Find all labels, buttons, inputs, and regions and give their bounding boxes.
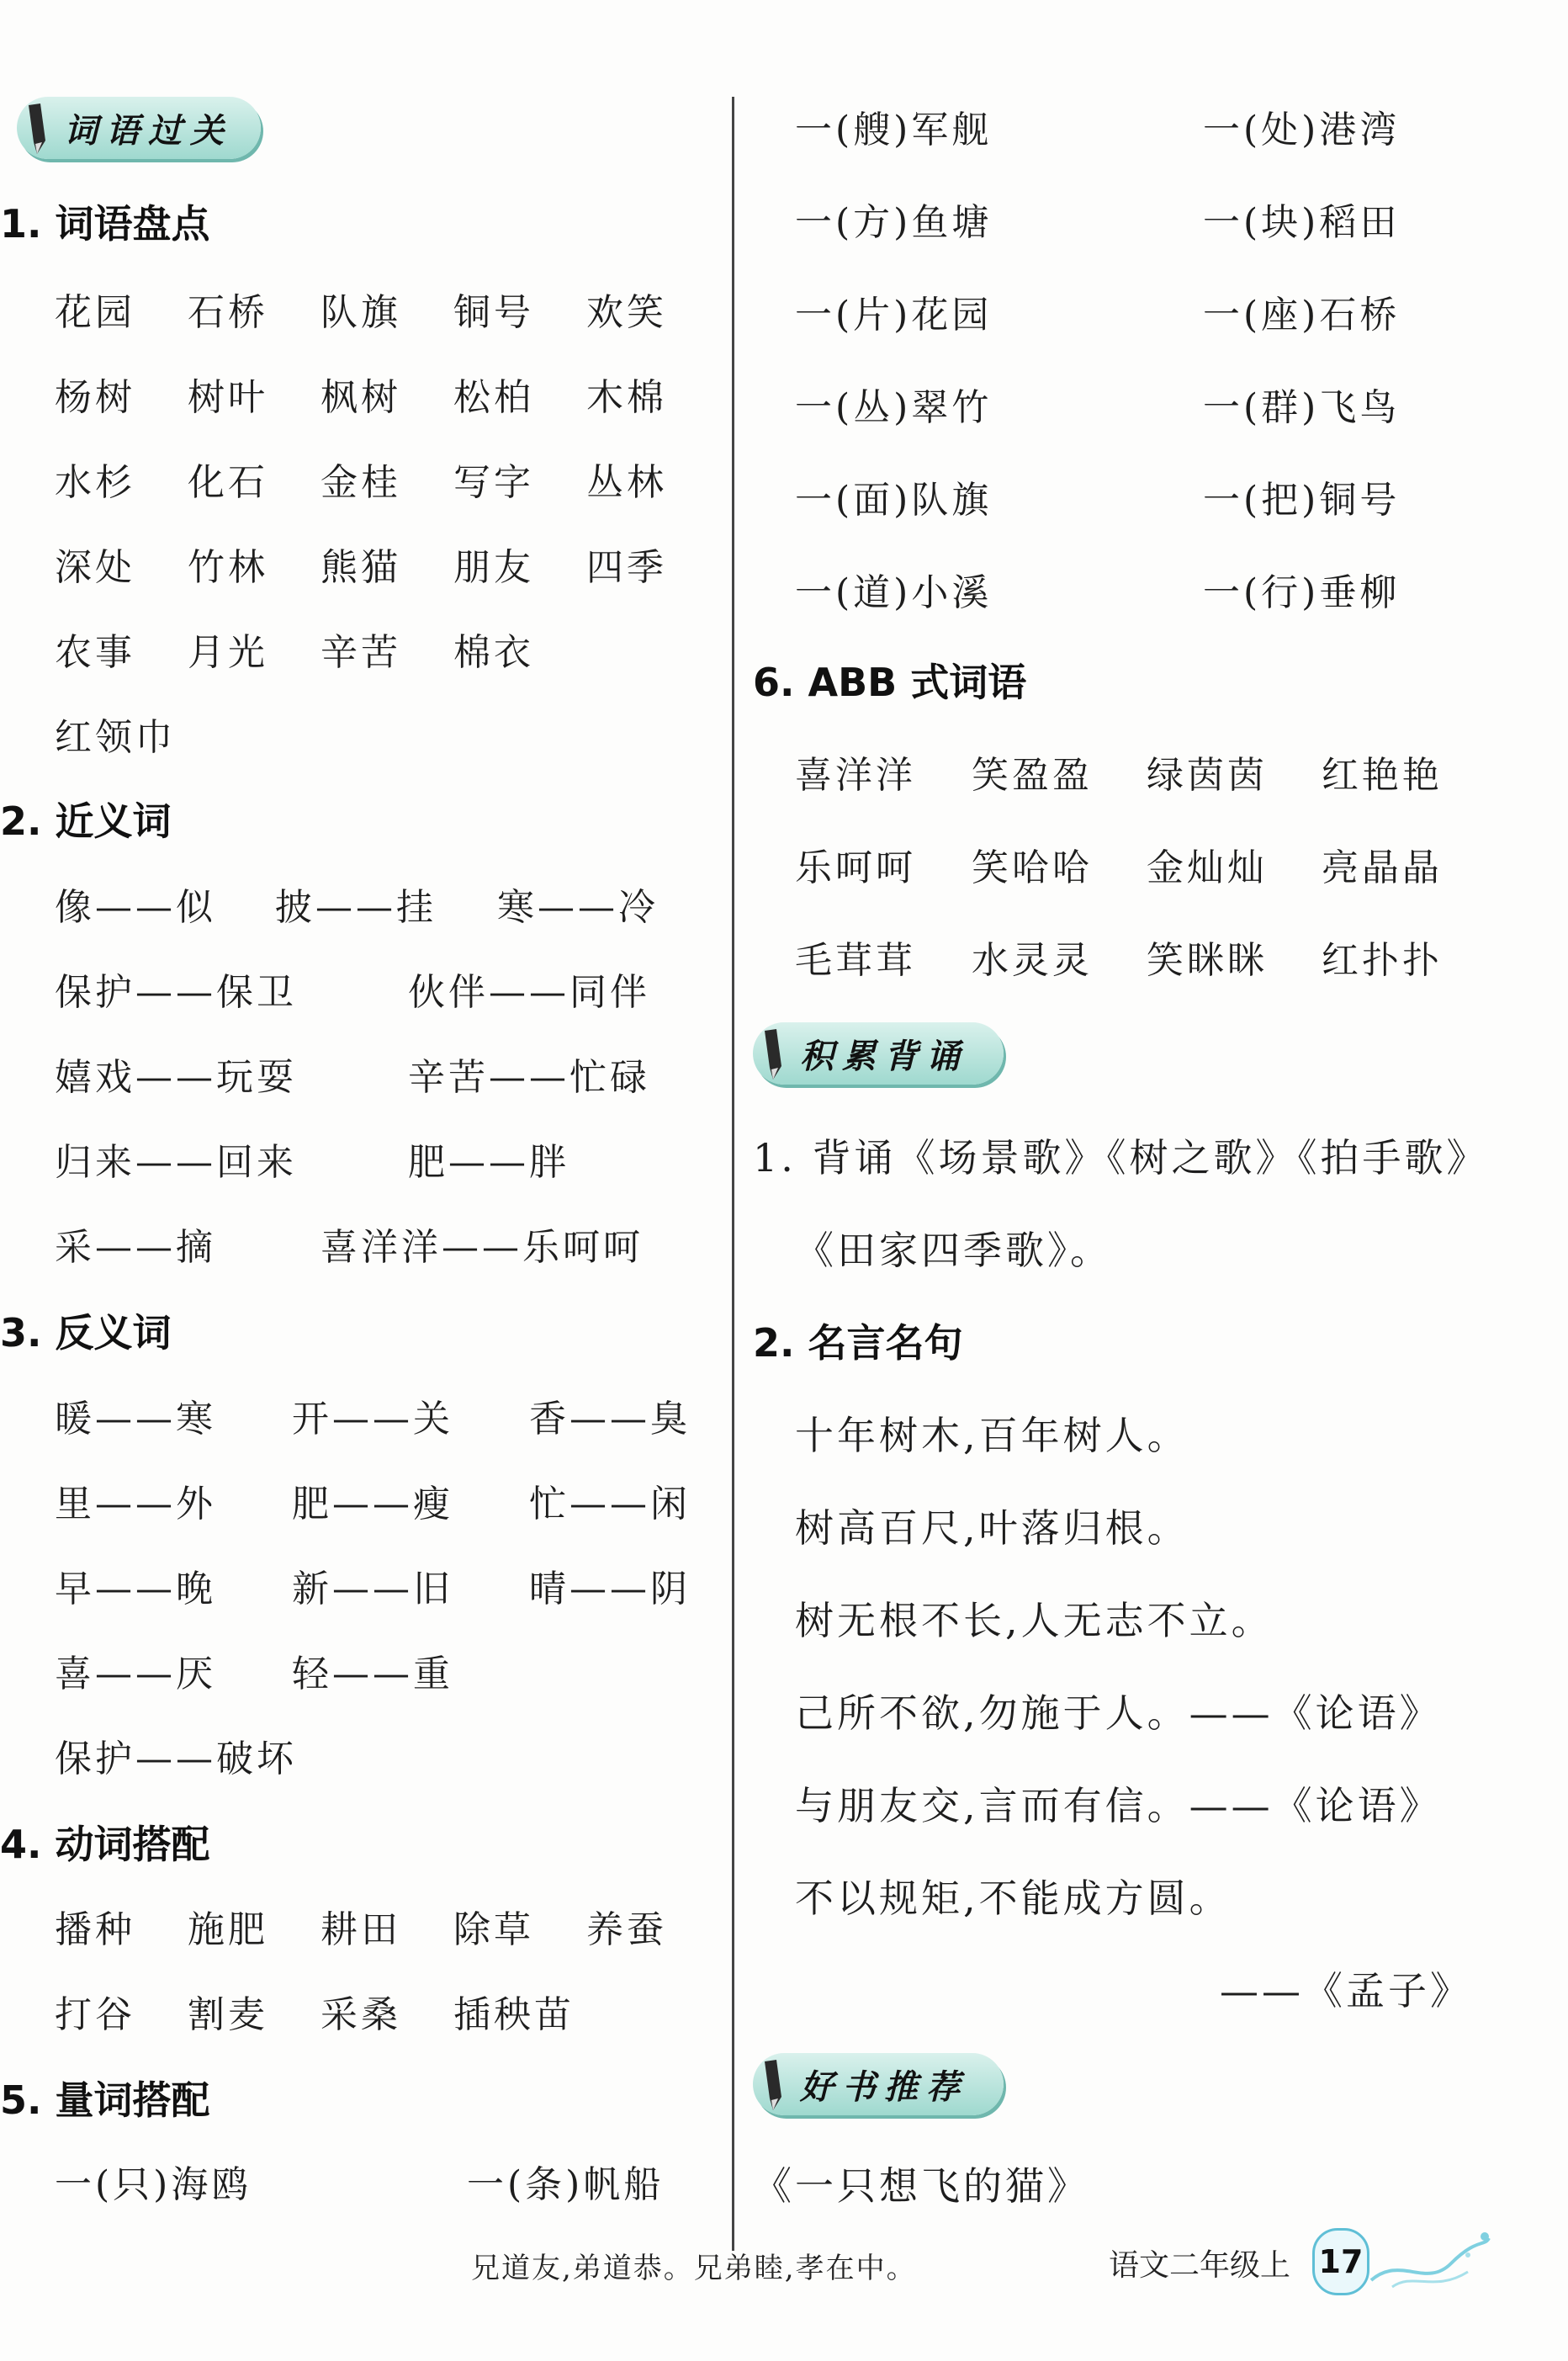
verb-phrase: 插秧苗 bbox=[453, 1993, 575, 2036]
s6-title: 6. ABB 式词语 bbox=[753, 660, 1027, 705]
abb-word: 亮晶晶 bbox=[1322, 846, 1443, 889]
abb-word: 笑哈哈 bbox=[972, 846, 1093, 889]
measure-phrase: 一(把)铜号 bbox=[1203, 479, 1401, 522]
word: 石桥 bbox=[188, 291, 268, 334]
measure-phrase: 一(群)飞鸟 bbox=[1203, 386, 1401, 429]
synonym-pair: 嬉戏——玩耍 bbox=[55, 1056, 297, 1099]
abb-word: 水灵灵 bbox=[972, 939, 1093, 982]
word: 欢笑 bbox=[586, 291, 667, 334]
verb-phrase: 播种 bbox=[55, 1908, 135, 1951]
section-badge-vocab bbox=[17, 97, 261, 159]
measure-phrase: 一(块)稻田 bbox=[1203, 201, 1401, 244]
quote-line: 与朋友交,言而有信。——《论语》 bbox=[795, 1783, 1442, 1828]
word: 花园 bbox=[55, 291, 135, 334]
word: 四季 bbox=[586, 546, 667, 589]
synonym-pair: 像——似 bbox=[55, 886, 216, 929]
quote-source: ——《孟子》 bbox=[1220, 1968, 1472, 2013]
section-badge-recite bbox=[753, 1022, 1004, 1085]
verb-phrase: 耕田 bbox=[320, 1908, 401, 1951]
measure-phrase: 一(艘)军舰 bbox=[795, 109, 993, 151]
word: 金桂 bbox=[320, 461, 401, 504]
antonym-pair: 暖——寒 bbox=[55, 1398, 216, 1440]
pencil-icon bbox=[753, 2053, 795, 2115]
recite-item-2-title: 2. 名言名句 bbox=[753, 1320, 963, 1366]
section-badge-book bbox=[753, 2053, 1004, 2115]
pencil-icon bbox=[17, 97, 59, 159]
abb-word: 笑盈盈 bbox=[972, 754, 1093, 797]
decorative-swirl-icon bbox=[1367, 2221, 1493, 2297]
measure-phrase: 一(条)帆船 bbox=[467, 2163, 665, 2206]
word: 辛苦 bbox=[320, 631, 401, 674]
quote-line: 不以规矩,不能成方圆。 bbox=[795, 1876, 1232, 1921]
antonym-pair: 香——臭 bbox=[529, 1398, 691, 1440]
s2-title: 2. 近义词 bbox=[0, 798, 172, 844]
book-title: 《一只想飞的猫》 bbox=[753, 2163, 1089, 2209]
section-badge-label: 好书推荐 bbox=[800, 2067, 968, 2107]
synonym-pair: 喜洋洋——乐呵呵 bbox=[320, 1226, 644, 1269]
page-number: 17 bbox=[1312, 2228, 1369, 2295]
synonym-pair: 辛苦——忙碌 bbox=[408, 1056, 650, 1099]
quote-line: 十年树木,百年树人。 bbox=[795, 1413, 1189, 1458]
verb-phrase: 施肥 bbox=[188, 1908, 268, 1951]
word: 红领巾 bbox=[55, 716, 176, 759]
measure-phrase: 一(面)队旗 bbox=[795, 479, 993, 522]
word: 枫树 bbox=[320, 376, 401, 419]
word: 月光 bbox=[188, 631, 268, 674]
antonym-pair: 开——关 bbox=[292, 1398, 453, 1440]
abb-word: 绿茵茵 bbox=[1147, 754, 1268, 797]
word: 木棉 bbox=[586, 376, 667, 419]
antonym-pair: 保护——破坏 bbox=[55, 1738, 297, 1780]
antonym-pair: 肥——瘦 bbox=[292, 1483, 453, 1525]
measure-phrase: 一(方)鱼塘 bbox=[795, 201, 993, 244]
s1-title: 1. 词语盘点 bbox=[0, 201, 210, 247]
abb-word: 乐呵呵 bbox=[795, 846, 916, 889]
word: 树叶 bbox=[188, 376, 268, 419]
word: 化石 bbox=[188, 461, 268, 504]
measure-phrase: 一(处)港湾 bbox=[1203, 109, 1401, 151]
measure-phrase: 一(只)海鸥 bbox=[55, 2163, 252, 2206]
abb-word: 红艳艳 bbox=[1322, 754, 1443, 797]
synonym-pair: 肥——胖 bbox=[408, 1141, 569, 1184]
word: 水杉 bbox=[55, 461, 135, 504]
synonym-pair: 采——摘 bbox=[55, 1226, 216, 1269]
word: 深处 bbox=[55, 546, 135, 589]
verb-phrase: 采桑 bbox=[320, 1993, 401, 2036]
antonym-pair: 喜——厌 bbox=[55, 1653, 216, 1695]
word: 队旗 bbox=[320, 291, 401, 334]
section-badge-label: 积累背诵 bbox=[800, 1037, 968, 1076]
abb-word: 红扑扑 bbox=[1322, 939, 1443, 982]
word: 丛林 bbox=[586, 461, 667, 504]
verb-phrase: 养蚕 bbox=[586, 1908, 667, 1951]
word: 农事 bbox=[55, 631, 135, 674]
antonym-pair: 忙——闲 bbox=[529, 1483, 691, 1525]
pencil-icon bbox=[753, 1022, 795, 1085]
verb-phrase: 打谷 bbox=[55, 1993, 135, 2036]
synonym-pair: 寒——冷 bbox=[497, 886, 659, 929]
s3-title: 3. 反义词 bbox=[0, 1310, 172, 1356]
s5-title: 5. 量词搭配 bbox=[0, 2077, 210, 2123]
measure-phrase: 一(丛)翠竹 bbox=[795, 386, 993, 429]
abb-word: 毛茸茸 bbox=[795, 939, 916, 982]
synonym-pair: 披——挂 bbox=[275, 886, 437, 929]
word: 竹林 bbox=[188, 546, 268, 589]
word: 朋友 bbox=[453, 546, 534, 589]
verb-phrase: 割麦 bbox=[188, 1993, 268, 2036]
quote-line: 树高百尺,叶落归根。 bbox=[795, 1505, 1189, 1551]
quote-line: 己所不欲,勿施于人。——《论语》 bbox=[795, 1690, 1442, 1736]
word: 杨树 bbox=[55, 376, 135, 419]
s4-title: 4. 动词搭配 bbox=[0, 1822, 210, 1867]
measure-phrase: 一(座)石桥 bbox=[1203, 294, 1401, 337]
synonym-pair: 保护——保卫 bbox=[55, 971, 297, 1014]
column-divider bbox=[732, 97, 734, 2251]
antonym-pair: 新——旧 bbox=[292, 1568, 453, 1610]
section-badge-label: 词语过关 bbox=[64, 111, 232, 151]
word: 棉衣 bbox=[453, 631, 534, 674]
measure-phrase: 一(道)小溪 bbox=[795, 571, 993, 614]
word: 松柏 bbox=[453, 376, 534, 419]
antonym-pair: 里——外 bbox=[55, 1483, 216, 1525]
word: 铜号 bbox=[453, 291, 534, 334]
recite-item-1: 1. 背诵《场景歌》《树之歌》《拍手歌》 bbox=[753, 1135, 1489, 1180]
antonym-pair: 早——晚 bbox=[55, 1568, 216, 1610]
abb-word: 笑眯眯 bbox=[1147, 939, 1268, 982]
measure-phrase: 一(行)垂柳 bbox=[1203, 571, 1401, 614]
synonym-pair: 伙伴——同伴 bbox=[408, 971, 650, 1014]
footer-motto: 兄道友,弟道恭。兄弟睦,孝在中。 bbox=[471, 2252, 917, 2285]
abb-word: 喜洋洋 bbox=[795, 754, 916, 797]
abb-word: 金灿灿 bbox=[1147, 846, 1268, 889]
antonym-pair: 轻——重 bbox=[292, 1653, 453, 1695]
synonym-pair: 归来——回来 bbox=[55, 1141, 297, 1184]
word: 写字 bbox=[453, 461, 534, 504]
antonym-pair: 晴——阴 bbox=[529, 1568, 691, 1610]
recite-item-1-cont: 《田家四季歌》。 bbox=[795, 1228, 1112, 1273]
word: 熊猫 bbox=[320, 546, 401, 589]
footer-grade: 语文二年级上 bbox=[1109, 2248, 1291, 2283]
measure-phrase: 一(片)花园 bbox=[795, 294, 993, 337]
verb-phrase: 除草 bbox=[453, 1908, 534, 1951]
quote-line: 树无根不长,人无志不立。 bbox=[795, 1598, 1274, 1643]
